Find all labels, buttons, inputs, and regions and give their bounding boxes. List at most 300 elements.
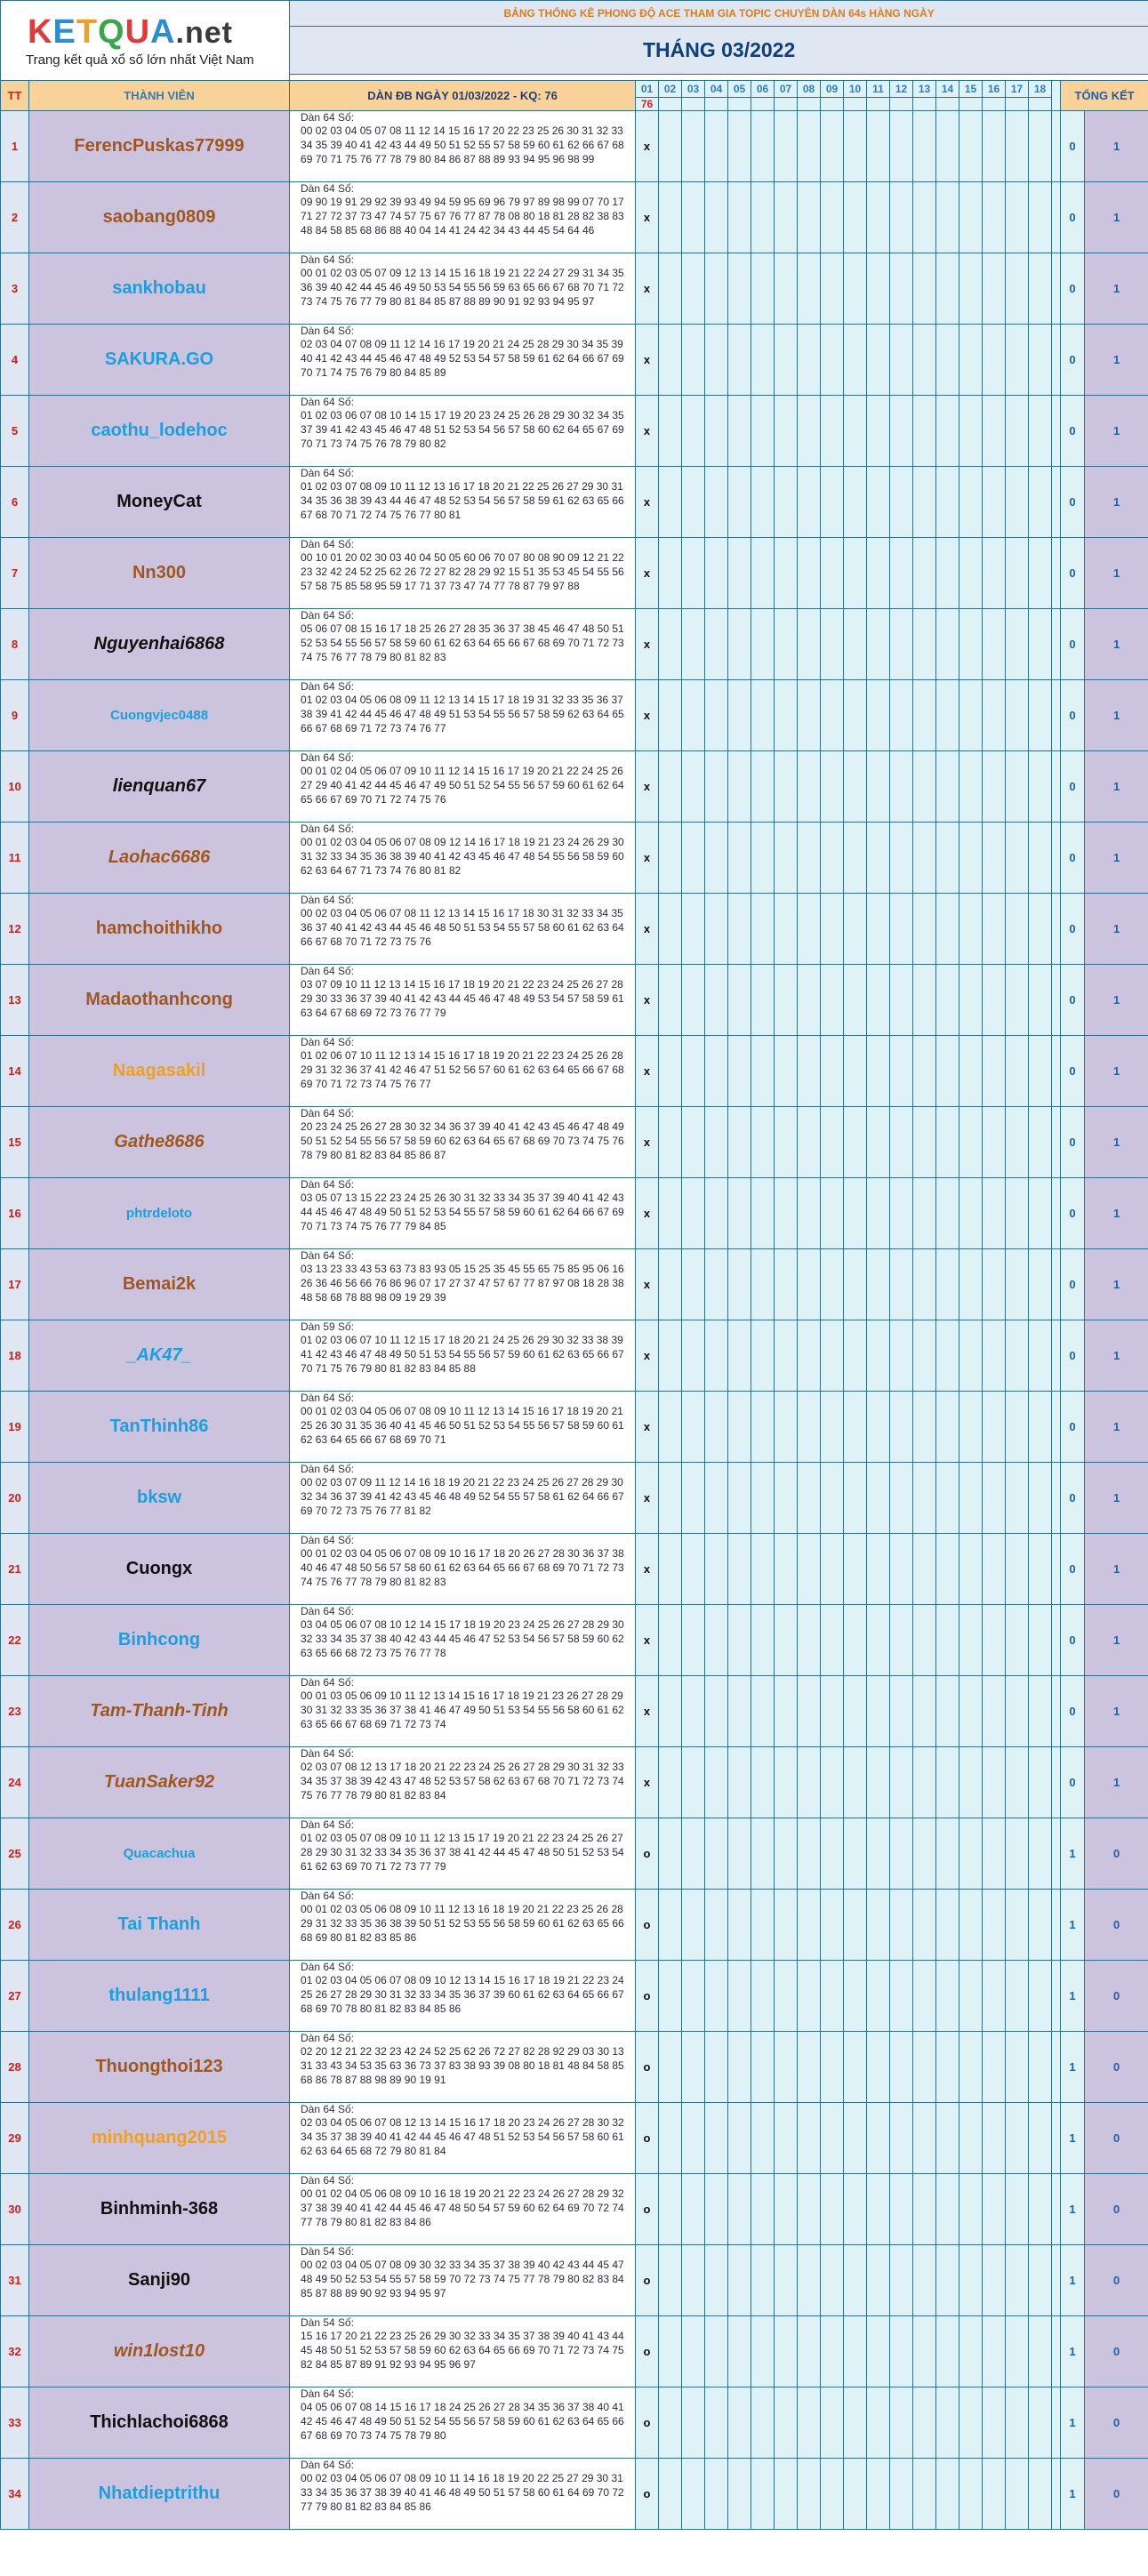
number-list: 00 01 03 05 06 09 10 11 12 13 14 15 16 17 18 19 21 23 26 27 28 29 30 31 32 33 35 36 37 38 41 46 47 49 50 51 53 54 55 56 58 60 61 62 63 65 66 67 68 69 71 72 73 74: [301, 1689, 624, 1730]
member-row: [1, 325, 1148, 396]
day-result-empty: [1029, 111, 1052, 182]
number-set-label: Dàn 64 Số:: [301, 1890, 355, 1902]
number-set: [290, 1890, 636, 1961]
day-result-empty: [936, 1961, 959, 2032]
day-header: 07: [775, 81, 798, 98]
day-result-empty: [1029, 467, 1052, 538]
day-result-empty: [1006, 1463, 1029, 1534]
number-list: 00 01 02 03 04 05 06 07 08 09 10 11 12 13 14 15 16 17 18 19 20 21 25 26 30 31 35 36 40 41 45 46 50 51 52 53 54 55 56 57 58 59 60 61 62 63 64 65 66 67 68 69 70 71: [301, 1405, 624, 1446]
total-hits: 1: [1061, 2316, 1085, 2387]
day-result-empty: [682, 751, 705, 823]
day-result-empty: [890, 182, 913, 253]
member-name[interactable]: Naagasakil: [29, 1036, 290, 1107]
member-name[interactable]: FerencPuskas77999: [29, 111, 290, 182]
day-result-empty: [936, 1818, 959, 1890]
number-set: [290, 1747, 636, 1818]
logo-area[interactable]: [1, 1, 290, 81]
day-result-empty: [659, 1961, 682, 2032]
number-set: [290, 1320, 636, 1392]
day-result-empty: [751, 1605, 775, 1676]
member-name[interactable]: sankhobau: [29, 253, 290, 325]
day-result-empty: [751, 396, 775, 467]
day-result-empty: [983, 1178, 1006, 1249]
day-result-empty: [751, 2032, 775, 2103]
day-result-empty: [821, 1605, 844, 1676]
day-result-empty: [983, 751, 1006, 823]
member-row: [1, 182, 1148, 253]
day-result-mark: x: [636, 182, 659, 253]
total-hits: 0: [1061, 894, 1085, 965]
day-result-empty: [705, 1961, 728, 2032]
day-result-empty: [798, 1463, 821, 1534]
number-set: [290, 1534, 636, 1605]
number-set-label: Dàn 64 Số:: [301, 467, 355, 479]
day-result-empty: [682, 1463, 705, 1534]
day-result-empty: [705, 2174, 728, 2245]
total-misses: 1: [1085, 467, 1148, 538]
day-result-empty: [728, 2387, 751, 2459]
day-result-empty: [728, 1534, 751, 1605]
day-result-empty: [867, 823, 890, 894]
day-result-empty: [959, 1534, 983, 1605]
number-set: [290, 2174, 636, 2245]
day-result-empty: [775, 467, 798, 538]
day-result-empty: [913, 1676, 936, 1747]
day-result-empty: [936, 2459, 959, 2530]
total-hits: 1: [1061, 1890, 1085, 1961]
day-result-empty: [913, 2245, 936, 2316]
total-misses: 0: [1085, 2387, 1148, 2459]
col-tt-header: TT: [1, 81, 29, 111]
day-result-empty: [798, 2316, 821, 2387]
day-result-empty: [844, 1961, 867, 2032]
number-list: 09 90 19 91 29 92 39 93 49 94 59 95 69 96 79 97 89 98 99 07 70 17 71 27 72 37 73 47 74 57 75 67 76 77 87 78 08 80 18 81 28 82 38 83 48 84 58 85 68 86 88 40 04 14 41 24 42 34 43 44 45 54 64 46: [301, 196, 624, 237]
day-result-empty: [821, 1036, 844, 1107]
day-result-empty: [821, 1676, 844, 1747]
day-result-mark: x: [636, 1605, 659, 1676]
day-result-empty: [936, 894, 959, 965]
day-result-empty: [867, 325, 890, 396]
member-name[interactable]: thulang1111: [29, 1961, 290, 2032]
table-top-title: BẢNG THỐNG KÊ PHONG ĐỘ ACE THAM GIA TOPIC CHUYÊN DÀN 64s HÀNG NGÀY: [290, 1, 1148, 27]
day-result-empty: [705, 823, 728, 894]
day-result-empty: [705, 2459, 728, 2530]
day-result-empty: [751, 2387, 775, 2459]
day-result-empty: [844, 1534, 867, 1605]
day-result-empty: [1029, 1534, 1052, 1605]
member-name[interactable]: Tai Thanh: [29, 1890, 290, 1961]
day-result-empty: [659, 1890, 682, 1961]
member-row: [1, 467, 1148, 538]
number-set: [290, 965, 636, 1036]
day-result-empty: [1006, 823, 1029, 894]
row-index: 6: [1, 467, 29, 538]
row-index: 1: [1, 111, 29, 182]
day-result-empty: [821, 609, 844, 680]
member-name[interactable]: lienquan67: [29, 751, 290, 823]
site-logo[interactable]: KETQUA.net: [28, 12, 233, 51]
day-result-empty: [844, 823, 867, 894]
day-result-empty: [890, 1463, 913, 1534]
day-result-empty: [890, 2032, 913, 2103]
day-result-empty: [913, 751, 936, 823]
day-result-empty: [775, 680, 798, 751]
number-list: 01 02 03 04 05 06 07 08 09 10 12 13 14 15 16 17 18 19 21 22 23 24 25 26 27 28 29 30 31 32 33 34 35 36 37 39 60 61 62 63 64 65 66 67 68 69 70 78 80 81 82 83 84 85 86: [301, 1974, 624, 2015]
day-result-empty: [682, 111, 705, 182]
member-name[interactable]: Sanji90: [29, 2245, 290, 2316]
total-hits: 0: [1061, 325, 1085, 396]
member-row: [1, 894, 1148, 965]
day-result-empty: [682, 1605, 705, 1676]
member-name[interactable]: Tam-Thanh-Tinh: [29, 1676, 290, 1747]
day-result-empty: [751, 823, 775, 894]
number-set-label: Dàn 64 Số:: [301, 396, 355, 408]
day-result-empty: [705, 609, 728, 680]
day-result-empty: [890, 467, 913, 538]
day-result-empty: [821, 1534, 844, 1605]
day-result-empty: [682, 965, 705, 1036]
member-name[interactable]: TuanSaker92: [29, 1747, 290, 1818]
row-index: 2: [1, 182, 29, 253]
day-result-empty: [983, 1463, 1006, 1534]
day-result-empty: [728, 2245, 751, 2316]
total-misses: 0: [1085, 1818, 1148, 1890]
day-result-empty: [751, 609, 775, 680]
row-index: 12: [1, 894, 29, 965]
day-result-empty: [913, 609, 936, 680]
day-result-mark: x: [636, 1107, 659, 1178]
number-set: [290, 680, 636, 751]
day-result-empty: [659, 2245, 682, 2316]
day-result-empty: [1006, 1249, 1029, 1320]
day-result-empty: [936, 253, 959, 325]
total-hits: 1: [1061, 2459, 1085, 2530]
day-result-empty: [1029, 2103, 1052, 2174]
day-result-empty: [1006, 396, 1029, 467]
member-row: [1, 1320, 1148, 1392]
day-result-empty: [890, 2459, 913, 2530]
day-result-empty: [1006, 253, 1029, 325]
number-set: [290, 1605, 636, 1676]
row-index: 15: [1, 1107, 29, 1178]
number-set-label: Dàn 64 Số:: [301, 2387, 355, 2400]
day-result-empty: [983, 609, 1006, 680]
day-result-empty: [728, 1961, 751, 2032]
day-result-empty: [728, 253, 751, 325]
day-result-empty: [1006, 1676, 1029, 1747]
day-result-empty: [659, 1534, 682, 1605]
member-name[interactable]: Laohac6686: [29, 823, 290, 894]
day-result-empty: [705, 965, 728, 1036]
day-result-empty: [867, 1036, 890, 1107]
day-result-empty: [775, 1178, 798, 1249]
member-name[interactable]: Binhminh-368: [29, 2174, 290, 2245]
member-name[interactable]: bksw: [29, 1463, 290, 1534]
member-name[interactable]: TanThinh86: [29, 1392, 290, 1463]
day-result-empty: [1029, 1961, 1052, 2032]
number-list: 01 02 03 05 07 08 09 10 11 12 13 15 17 19 20 21 22 23 24 25 26 27 28 29 30 31 32 33 34 35 36 37 38 41 42 44 45 47 48 50 51 52 53 54 61 62 63 69 70 71 72 73 77 79: [301, 1832, 624, 1873]
member-name[interactable]: Bemai2k: [29, 1249, 290, 1320]
number-set: [290, 1036, 636, 1107]
row-index: 5: [1, 396, 29, 467]
gap-column: [1052, 2387, 1061, 2459]
total-hits: 0: [1061, 1605, 1085, 1676]
day-result-empty: [1029, 538, 1052, 609]
member-name[interactable]: minhquang2015: [29, 2103, 290, 2174]
gap-column: [1052, 253, 1061, 325]
number-list: 04 05 06 07 08 14 15 16 17 18 24 25 26 27 28 34 35 36 37 38 40 41 42 45 46 47 48 49 50 51 52 54 55 56 57 58 59 60 61 62 63 64 65 66 67 68 69 70 73 74 75 78 79 80: [301, 2401, 624, 2442]
day-result-empty: [659, 2174, 682, 2245]
day-result-empty: [844, 1320, 867, 1392]
day-result-empty: [798, 1249, 821, 1320]
day-result-empty: [775, 111, 798, 182]
member-name[interactable]: Quacachua: [29, 1818, 290, 1890]
total-hits: 0: [1061, 467, 1085, 538]
member-name[interactable]: phtrdeloto: [29, 1178, 290, 1249]
number-list: 00 02 03 04 05 07 08 09 30 32 33 34 35 37 38 39 40 42 43 44 45 47 48 49 50 52 53 54 55 57 58 59 70 72 73 74 75 77 78 79 80 82 83 84 85 87 88 89 90 92 93 94 95 97: [301, 2259, 624, 2299]
number-list: 00 01 02 03 05 06 08 09 10 11 12 13 16 18 19 20 21 22 23 25 26 28 29 31 32 33 35 36 38 39 50 51 52 53 55 56 58 59 60 61 62 63 65 66 68 69 80 81 82 83 85 86: [301, 1903, 624, 1944]
total-hits: 0: [1061, 182, 1085, 253]
day-result-empty: [775, 1107, 798, 1178]
day-result-empty: [959, 2174, 983, 2245]
day-result-empty: [1029, 2032, 1052, 2103]
total-misses: 1: [1085, 253, 1148, 325]
day-result-empty: [867, 2032, 890, 2103]
day-result-empty: [751, 1961, 775, 2032]
day-result-empty: [913, 2316, 936, 2387]
member-name[interactable]: Nhatdieptrithu: [29, 2459, 290, 2530]
day-header: 03: [682, 81, 705, 98]
day-result-empty: [844, 253, 867, 325]
day-result-empty: [705, 1036, 728, 1107]
gap-column: [1052, 1605, 1061, 1676]
day-result-empty: [659, 253, 682, 325]
member-row: [1, 2245, 1148, 2316]
row-index: 24: [1, 1747, 29, 1818]
day-result-empty: [1006, 1036, 1029, 1107]
gap-column: [1052, 2459, 1061, 2530]
number-list: 00 01 02 04 05 06 08 09 10 16 18 19 20 21 22 23 24 26 27 28 29 32 37 38 39 40 41 42 44 45 46 47 48 50 54 57 59 60 62 64 69 70 72 74 77 78 79 80 81 82 83 84 86: [301, 2187, 624, 2228]
day-result-empty: [890, 894, 913, 965]
member-name[interactable]: Nguyenhai6868: [29, 609, 290, 680]
gap-column: [1052, 111, 1061, 182]
day-result-empty: [751, 1747, 775, 1818]
day-result-empty: [983, 325, 1006, 396]
number-list: 00 02 03 07 09 11 12 14 16 18 19 20 21 22 23 24 25 26 27 28 29 30 32 34 36 37 39 41 42 43 45 46 48 49 52 54 55 57 58 61 62 64 66 67 69 70 72 73 75 76 77 81 82: [301, 1476, 624, 1517]
member-name[interactable]: Thichlachoi6868: [29, 2387, 290, 2459]
day-result-empty: [821, 182, 844, 253]
kq-empty: [728, 98, 751, 111]
day-result-empty: [959, 680, 983, 751]
day-result-empty: [821, 253, 844, 325]
number-set: [290, 467, 636, 538]
day-result-empty: [867, 1747, 890, 1818]
day-result-empty: [890, 1178, 913, 1249]
member-name[interactable]: Cuongx: [29, 1534, 290, 1605]
day-result-empty: [705, 396, 728, 467]
number-set: [290, 823, 636, 894]
member-row: [1, 2316, 1148, 2387]
day-result-empty: [705, 1107, 728, 1178]
member-name[interactable]: Nn300: [29, 538, 290, 609]
day-result-empty: [682, 680, 705, 751]
day-result-empty: [775, 2316, 798, 2387]
number-set: [290, 1249, 636, 1320]
day-result-empty: [867, 1392, 890, 1463]
day-result-empty: [913, 1534, 936, 1605]
day-result-empty: [682, 467, 705, 538]
kq-empty: [1006, 98, 1029, 111]
number-list: 01 02 03 06 07 10 11 12 15 17 18 20 21 24 25 26 29 30 32 33 38 39 41 42 43 46 47 48 49 50 51 53 54 55 56 57 59 60 61 62 63 65 66 67 70 71 75 76 79 80 81 82 83 84 85 88: [301, 1334, 624, 1375]
total-misses: 1: [1085, 538, 1148, 609]
day-result-empty: [728, 751, 751, 823]
member-name[interactable]: Thuongthoi123: [29, 2032, 290, 2103]
day-result-empty: [890, 1392, 913, 1463]
day-header: 02: [659, 81, 682, 98]
kq-empty: [705, 98, 728, 111]
day-result-empty: [959, 1249, 983, 1320]
total-misses: 0: [1085, 1890, 1148, 1961]
member-name[interactable]: MoneyCat: [29, 467, 290, 538]
day-result-empty: [890, 396, 913, 467]
day-result-empty: [1029, 396, 1052, 467]
member-name[interactable]: caothu_lodehoc: [29, 396, 290, 467]
day-result-empty: [775, 1890, 798, 1961]
day-result-empty: [682, 1178, 705, 1249]
day-result-empty: [682, 894, 705, 965]
member-name[interactable]: Madaothanhcong: [29, 965, 290, 1036]
row-index: 8: [1, 609, 29, 680]
day-result-empty: [659, 1392, 682, 1463]
day-result-empty: [682, 182, 705, 253]
total-hits: 0: [1061, 1392, 1085, 1463]
day-result-empty: [890, 1676, 913, 1747]
member-name[interactable]: Cuongvjec0488: [29, 680, 290, 751]
day-result-empty: [959, 894, 983, 965]
day-result-empty: [659, 1605, 682, 1676]
member-row: [1, 823, 1148, 894]
day-result-empty: [890, 2103, 913, 2174]
day-result-empty: [867, 751, 890, 823]
day-result-empty: [798, 1747, 821, 1818]
member-name[interactable]: win1lost10: [29, 2316, 290, 2387]
total-hits: 0: [1061, 1036, 1085, 1107]
day-result-empty: [959, 1605, 983, 1676]
total-hits: 0: [1061, 1178, 1085, 1249]
day-result-empty: [682, 1107, 705, 1178]
kq-empty: [751, 98, 775, 111]
day-result-empty: [1029, 1036, 1052, 1107]
day-result-empty: [913, 1392, 936, 1463]
day-result-empty: [1029, 325, 1052, 396]
row-index: 9: [1, 680, 29, 751]
day-result-mark: x: [636, 609, 659, 680]
day-result-empty: [844, 1249, 867, 1320]
day-result-empty: [983, 2459, 1006, 2530]
day-result-empty: [867, 253, 890, 325]
day-result-empty: [1006, 182, 1029, 253]
number-list: 00 10 01 20 02 30 03 40 04 50 05 60 06 70 07 80 08 90 09 12 21 22 23 32 42 24 52 25 62 26 72 27 82 28 29 92 15 51 35 53 45 54 55 56 57 58 75 85 58 95 59 17 71 37 73 47 74 77 78 87 79 97 88: [301, 551, 624, 592]
day-header: 12: [890, 81, 913, 98]
number-set-label: Dàn 64 Số:: [301, 751, 355, 764]
total-hits: 1: [1061, 1961, 1085, 2032]
day-result-empty: [1006, 2032, 1029, 2103]
day-result-empty: [775, 1463, 798, 1534]
number-set: [290, 2387, 636, 2459]
day-result-empty: [867, 1961, 890, 2032]
member-name[interactable]: SAKURA.GO: [29, 325, 290, 396]
number-set: [290, 1107, 636, 1178]
total-misses: 1: [1085, 1036, 1148, 1107]
day-result-empty: [775, 1676, 798, 1747]
day-result-empty: [913, 2459, 936, 2530]
day-result-empty: [798, 182, 821, 253]
day-result-empty: [913, 2103, 936, 2174]
day-result-empty: [775, 609, 798, 680]
day-result-empty: [751, 538, 775, 609]
day-result-empty: [913, 1747, 936, 1818]
number-set: [290, 182, 636, 253]
member-name[interactable]: Binhcong: [29, 1605, 290, 1676]
day-result-empty: [913, 2387, 936, 2459]
gap-column: [1052, 1747, 1061, 1818]
kq-empty: [798, 98, 821, 111]
kq-empty: [659, 98, 682, 111]
number-set-label: Dàn 64 Số:: [301, 2459, 355, 2471]
day-result-empty: [913, 1890, 936, 1961]
day-result-empty: [728, 538, 751, 609]
number-set-label: Dàn 64 Số:: [301, 2032, 355, 2044]
day-result-empty: [959, 1890, 983, 1961]
day-result-empty: [983, 1890, 1006, 1961]
day-header: 15: [959, 81, 983, 98]
day-result-empty: [844, 1036, 867, 1107]
day-result-empty: [936, 2316, 959, 2387]
row-index: 19: [1, 1392, 29, 1463]
total-misses: 1: [1085, 1605, 1148, 1676]
number-set-label: Dàn 64 Số:: [301, 111, 355, 124]
member-row: [1, 1890, 1148, 1961]
day-result-empty: [983, 1818, 1006, 1890]
day-result-empty: [728, 965, 751, 1036]
day-result-empty: [936, 2245, 959, 2316]
day-result-empty: [890, 1036, 913, 1107]
number-list: 03 07 09 10 11 12 13 14 15 16 17 18 19 20 21 22 23 24 25 26 27 28 29 30 33 36 37 39 40 41 42 43 44 45 46 47 48 49 53 54 57 58 59 61 63 64 67 68 69 72 73 76 77 79: [301, 978, 624, 1019]
day-result-empty: [775, 2387, 798, 2459]
member-name[interactable]: _AK47_: [29, 1320, 290, 1392]
total-hits: 0: [1061, 609, 1085, 680]
day-result-empty: [705, 2032, 728, 2103]
day-result-empty: [682, 2459, 705, 2530]
member-name[interactable]: hamchoithikho: [29, 894, 290, 965]
day-result-empty: [867, 1605, 890, 1676]
day-result-empty: [798, 2174, 821, 2245]
day-header: 01: [636, 81, 659, 98]
day-result-empty: [1006, 2459, 1029, 2530]
day-result-empty: [659, 751, 682, 823]
total-misses: 1: [1085, 1392, 1148, 1463]
member-name[interactable]: saobang0809: [29, 182, 290, 253]
gap-column: [1052, 81, 1061, 111]
day-result-empty: [751, 2174, 775, 2245]
day-result-empty: [659, 1178, 682, 1249]
day-result-empty: [936, 965, 959, 1036]
day-result-mark: x: [636, 1534, 659, 1605]
number-set-label: Dàn 64 Số:: [301, 2103, 355, 2115]
day-result-empty: [1006, 1320, 1029, 1392]
day-result-empty: [983, 538, 1006, 609]
member-name[interactable]: Gathe8686: [29, 1107, 290, 1178]
